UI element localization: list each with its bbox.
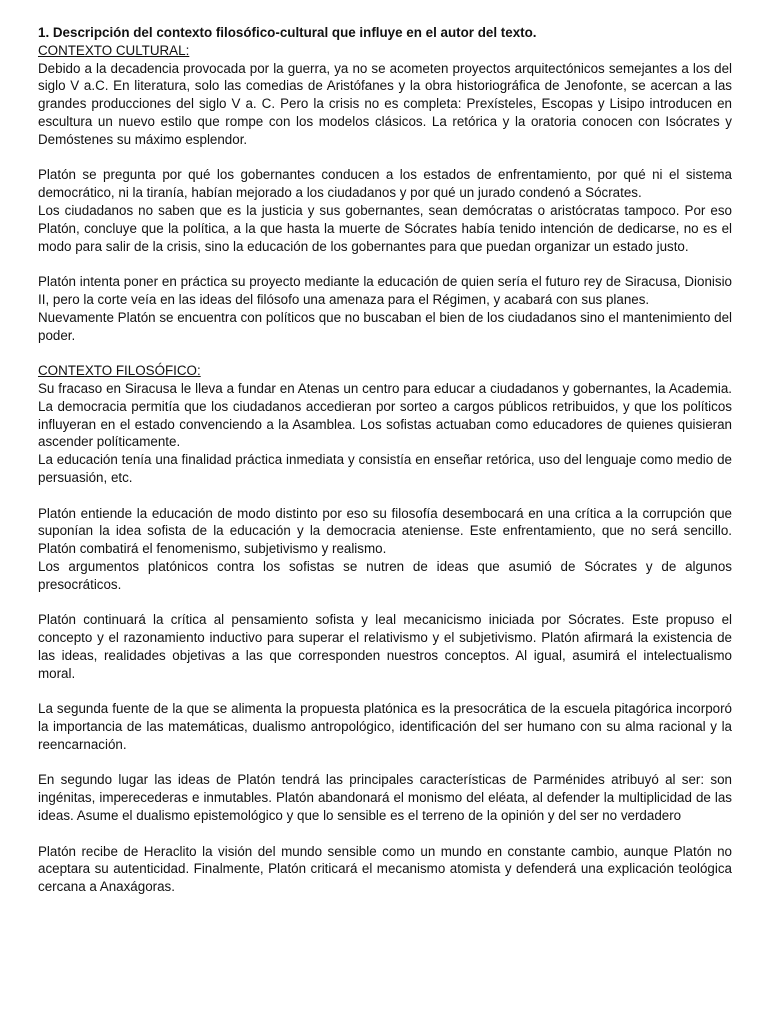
paragraph-cultural-1: Debido a la decadencia provocada por la guerra, ya no se acometen proyectos arquitectónicos semejantes a los del siglo V a.C. En literatura, solo las comedias de Aristófanes y la obra historiográfica de Jenofonte, se acercan a las grandes producciones del siglo V a. C. Pero la crisis no es completa: Prexísteles, Escopas y Lisipo introducen en escultura un nuevo estilo que rompe con los modelos clásicos. La retórica y la oratoria conocen con Isócrates y Demóstenes su máximo esplendor.: [38, 60, 732, 147]
paragraph-gap: [38, 594, 732, 612]
paragraph-gap: [38, 825, 732, 843]
paragraph-filosofico-7: En segundo lugar las ideas de Platón tendrá las principales características de Parménides atribuyó al ser: son ingénitas, imperecederas e inmutables. Platón abandonará el monismo del eléata, al defender la multiplicidad de las ideas. Asume el dualismo epistemológico y que lo sensible es el terreno de la opinión y del ser no verdadero: [38, 772, 732, 824]
paragraph-cultural-2: Platón se pregunta por qué los gobernantes conducen a los estados de enfrentamiento, por qué ni el sistema democrático, ni la tiranía, habían mejorado a los ciudadanos y por qué un jurado condenó a Sócrates.: [38, 167, 732, 201]
paragraph-gap: [38, 487, 732, 505]
section-title-cultural: CONTEXTO CULTURAL:: [38, 42, 190, 58]
paragraph-gap: [38, 344, 732, 362]
document-heading: 1. Descripción del contexto filosófico-cultural que influye en el autor del texto.: [38, 25, 537, 40]
section-title-filosofico: CONTEXTO FILOSÓFICO:: [38, 363, 201, 379]
paragraph-cultural-4: Platón intenta poner en práctica su proyecto mediante la educación de quien sería el futuro rey de Siracusa, Dionisio II, pero la corte veía en las ideas del filósofo una amenaza para el Régimen, y acabará con sus planes.: [38, 274, 732, 307]
paragraph-filosofico-3: Platón entiende la educación de modo distinto por eso su filosofía desembocará en una crítica a la corrupción que suponían la idea sofista de la educación y la democracia ateniense. Este enfrentamiento, que no será sencillo. Platón combatirá el fenomenismo, subjetivismo y realismo.: [38, 505, 732, 557]
paragraph-gap: [38, 754, 732, 772]
paragraph-filosofico-1: Su fracaso en Siracusa le lleva a fundar en Atenas un centro para educar a ciudadanos y gobernantes, la Academia. La democracia permitía que los ciudadanos accedieran por sorteo a cargos públicos retribuidos, y que los políticos influyeran en el estado convenciendo a la Asamblea. Los sofistas actuaban como educadores de quienes quisieran ascender políticamente.: [38, 380, 732, 450]
paragraph-filosofico-4: Los argumentos platónicos contra los sofistas se nutren de ideas que asumió de Sócrates y de algunos presocráticos.: [38, 558, 732, 592]
paragraph-filosofico-8: Platón recibe de Heraclito la visión del mundo sensible como un mundo en constante cambio, aunque Platón no aceptara su autenticidad. Finalmente, Platón criticará el mecanismo atomista y defenderá una explicación teológica cercana a Anaxágoras.: [38, 843, 732, 895]
paragraph-cultural-5: Nuevamente Platón se encuentra con políticos que no buscaban el bien de los ciudadanos sino el mantenimiento del poder.: [38, 309, 732, 343]
paragraph-filosofico-5: Platón continuará la crítica al pensamiento sofista y leal mecanicismo iniciada por Sócrates. Este propuso el concepto y el razonamiento inductivo para superar el relativismo y el subjetivismo. Platón afirmará la existencia de las ideas, realidades objetivas a las que corresponden nuestros conceptos. Al igual, asumirá el intelectualismo moral.: [38, 612, 732, 681]
paragraph-filosofico-2: La educación tenía una finalidad práctica inmediata y consistía en enseñar retórica, uso del lenguaje como medio de persuasión, etc.: [38, 452, 732, 485]
paragraph-gap: [38, 682, 732, 700]
paragraph-gap: [38, 149, 732, 167]
paragraph-gap: [38, 255, 732, 273]
paragraph-filosofico-6: La segunda fuente de la que se alimenta la propuesta platónica es la presocrática de la escuela pitagórica incorporó la importancia de las matemáticas, dualismo antropológico, identificación del ser humano con su alma racional y la reencarnación.: [38, 701, 732, 752]
paragraph-cultural-3: Los ciudadanos no saben que es la justicia y sus gobernantes, sean demócratas o aristócratas tampoco. Por eso Platón, concluye que la política, a la que hasta la muerte de Sócrates había tenido intención de dedicarse, no es el modo para salir de la crisis, sino la educación de los gobernantes para que puedan organizar un estado justo.: [38, 202, 732, 254]
document-page: [38, 24, 732, 896]
